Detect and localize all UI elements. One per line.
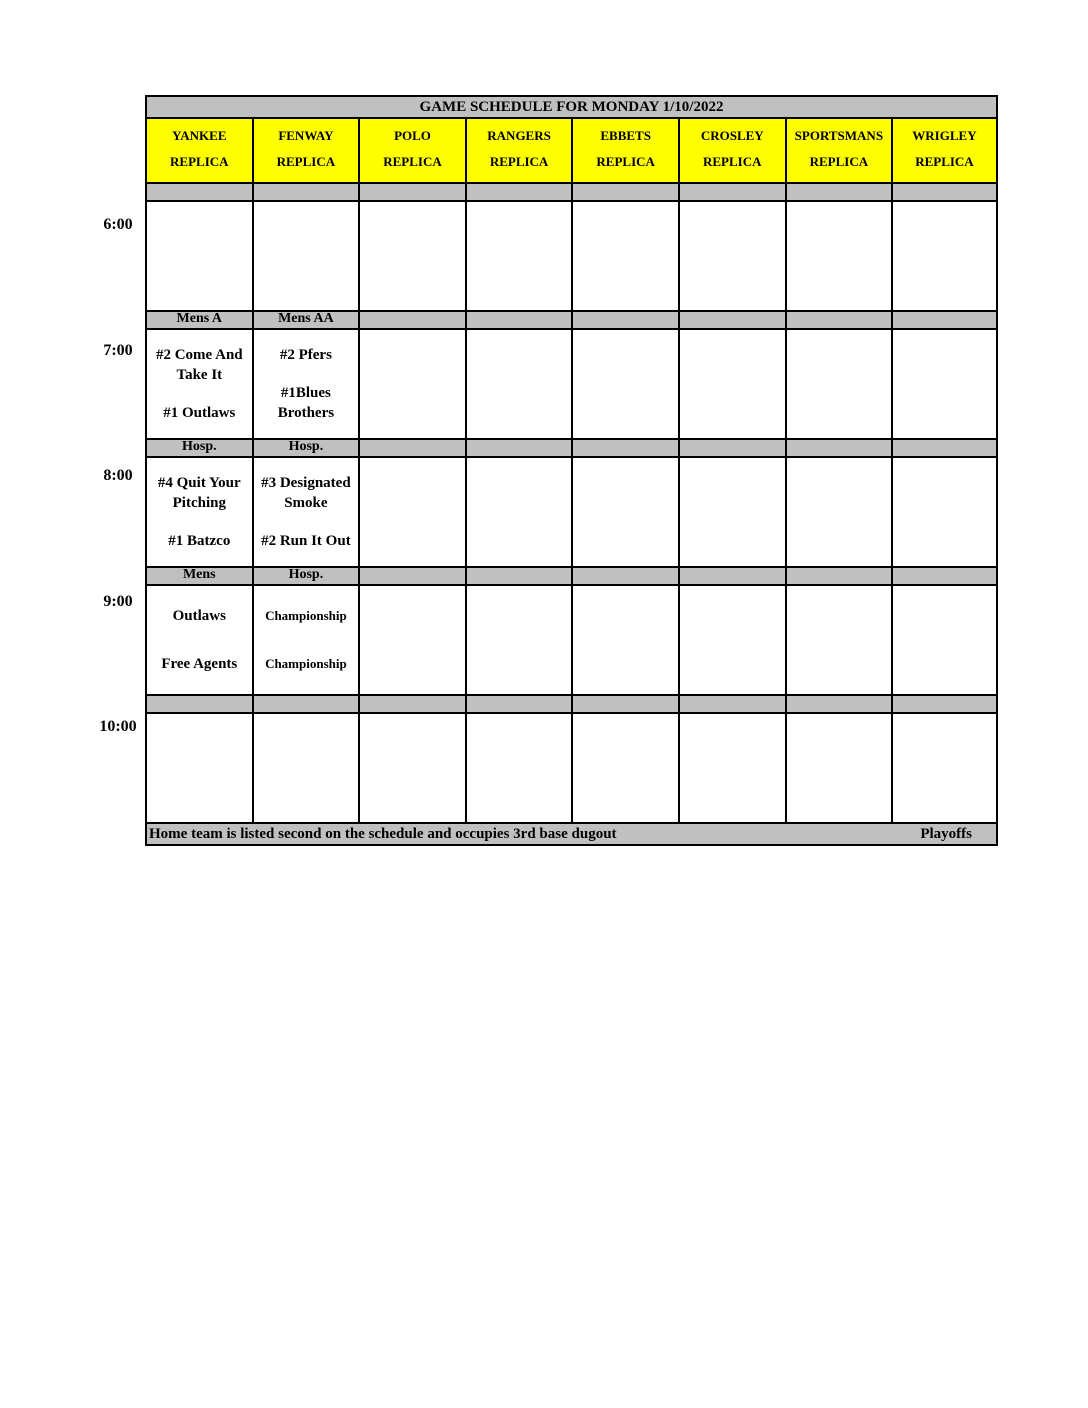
division-cell bbox=[358, 568, 465, 584]
division-label: Hosp. bbox=[252, 440, 359, 456]
division-cell bbox=[891, 440, 998, 456]
game-cell bbox=[358, 458, 465, 566]
game-cell bbox=[785, 714, 892, 822]
division-cell bbox=[678, 696, 785, 712]
home-team: Free Agents bbox=[161, 656, 238, 672]
game-cell bbox=[571, 458, 678, 566]
division-cell bbox=[785, 696, 892, 712]
game-cell bbox=[358, 714, 465, 822]
division-bar bbox=[145, 182, 998, 200]
game-cell bbox=[678, 714, 785, 822]
division-label: Mens AA bbox=[252, 312, 359, 328]
field-header-rangers bbox=[465, 119, 572, 182]
game-cell bbox=[678, 330, 785, 438]
division-cell bbox=[465, 184, 572, 200]
away-team: #4 Quit Your Pitching bbox=[157, 475, 241, 511]
game-cell bbox=[465, 714, 572, 822]
away-team: Outlaws bbox=[172, 608, 226, 624]
game-cell bbox=[252, 202, 359, 310]
game-cell bbox=[465, 202, 572, 310]
field-sub: REPLICA bbox=[276, 153, 336, 169]
game-cell bbox=[252, 330, 359, 438]
footer-bar bbox=[145, 822, 998, 846]
division-cell bbox=[465, 312, 572, 328]
field-sub: REPLICA bbox=[915, 153, 974, 169]
game-cell bbox=[678, 458, 785, 566]
division-label: Hosp. bbox=[252, 568, 359, 584]
game-cell bbox=[891, 458, 998, 566]
schedule-table bbox=[145, 95, 998, 846]
field-header-ebbets bbox=[571, 119, 678, 182]
home-team: #2 Run It Out bbox=[261, 533, 351, 549]
time-label: 10:00 bbox=[99, 718, 137, 735]
field-sub: REPLICA bbox=[809, 153, 869, 169]
away-team: #2 Come And Take It bbox=[155, 347, 243, 383]
division-cell bbox=[678, 568, 785, 584]
field-sub: REPLICA bbox=[489, 153, 549, 169]
division-cell bbox=[465, 568, 572, 584]
home-team: #1Blues Brothers bbox=[277, 385, 335, 421]
division-cell bbox=[358, 696, 465, 712]
field-header-crosley bbox=[678, 119, 785, 182]
slot-7 bbox=[145, 328, 998, 438]
game-cell bbox=[571, 330, 678, 438]
division-cell bbox=[891, 696, 998, 712]
field-sub: REPLICA bbox=[596, 153, 655, 169]
home-team: #1 Batzco bbox=[168, 533, 231, 549]
field-name: YANKEE bbox=[172, 127, 227, 143]
division-cell bbox=[571, 184, 678, 200]
time-label: 9:00 bbox=[103, 593, 133, 610]
game-cell bbox=[358, 586, 465, 694]
division-cell bbox=[891, 184, 998, 200]
slot-9 bbox=[145, 584, 998, 694]
field-header-yankee bbox=[145, 119, 252, 182]
game-cell bbox=[252, 586, 359, 694]
division-cell bbox=[678, 184, 785, 200]
division-label: Hosp. bbox=[145, 440, 252, 456]
division-cell bbox=[252, 184, 359, 200]
division-bar bbox=[145, 694, 998, 712]
game-cell bbox=[571, 586, 678, 694]
field-sub: REPLICA bbox=[383, 153, 442, 169]
division-bar bbox=[145, 438, 998, 456]
field-name: WRIGLEY bbox=[912, 127, 977, 143]
away-team: #3 Designated Smoke bbox=[261, 475, 351, 511]
division-label: Mens A bbox=[145, 312, 252, 328]
game-cell bbox=[571, 202, 678, 310]
game-cell bbox=[785, 202, 892, 310]
division-cell bbox=[465, 696, 572, 712]
home-team: #1 Outlaws bbox=[163, 405, 236, 421]
game-cell bbox=[145, 586, 252, 694]
field-sub: REPLICA bbox=[703, 153, 762, 169]
division-cell bbox=[785, 312, 892, 328]
field-header-row bbox=[145, 119, 998, 182]
game-cell bbox=[252, 714, 359, 822]
division-cell bbox=[891, 568, 998, 584]
field-header-fenway bbox=[252, 119, 359, 182]
home-team: Championship bbox=[265, 656, 347, 671]
game-cell bbox=[145, 458, 252, 566]
field-name: CROSLEY bbox=[700, 127, 764, 143]
game-cell bbox=[785, 458, 892, 566]
field-header-polo bbox=[358, 119, 465, 182]
division-cell bbox=[571, 312, 678, 328]
game-cell bbox=[891, 586, 998, 694]
time-label: 7:00 bbox=[103, 342, 133, 359]
division-cell bbox=[252, 696, 359, 712]
division-cell bbox=[891, 312, 998, 328]
division-bar bbox=[145, 310, 998, 328]
field-header-sportsmans bbox=[785, 119, 892, 182]
division-cell bbox=[465, 440, 572, 456]
division-cell bbox=[145, 696, 252, 712]
division-cell bbox=[145, 184, 252, 200]
field-name: EBBETS bbox=[600, 127, 651, 143]
game-cell bbox=[145, 202, 252, 310]
time-label: 8:00 bbox=[103, 467, 133, 484]
game-cell bbox=[252, 458, 359, 566]
game-cell bbox=[571, 714, 678, 822]
game-cell bbox=[891, 714, 998, 822]
footer-label: Playoffs bbox=[920, 825, 972, 842]
game-cell bbox=[465, 586, 572, 694]
slot-8 bbox=[145, 456, 998, 566]
game-cell bbox=[145, 714, 252, 822]
field-header-wrigley bbox=[891, 119, 998, 182]
field-sub: REPLICA bbox=[170, 153, 229, 169]
division-bar bbox=[145, 566, 998, 584]
field-name: FENWAY bbox=[278, 127, 334, 143]
field-name: RANGERS bbox=[487, 127, 551, 143]
game-cell bbox=[358, 330, 465, 438]
game-cell bbox=[785, 586, 892, 694]
footer-note: Home team is listed second on the schedule and occupies 3rd base dugout bbox=[149, 825, 617, 842]
division-cell bbox=[785, 440, 892, 456]
division-label: Mens bbox=[145, 568, 252, 584]
field-name: SPORTSMANS bbox=[794, 127, 884, 143]
time-label: 6:00 bbox=[103, 216, 133, 233]
division-cell bbox=[358, 312, 465, 328]
slot-10 bbox=[145, 712, 998, 822]
game-cell bbox=[891, 202, 998, 310]
game-cell bbox=[678, 586, 785, 694]
away-team: #2 Pfers bbox=[279, 347, 332, 363]
field-name: POLO bbox=[394, 127, 431, 143]
game-cell bbox=[891, 330, 998, 438]
game-cell bbox=[145, 330, 252, 438]
division-cell bbox=[678, 440, 785, 456]
slot-6 bbox=[145, 200, 998, 310]
game-cell bbox=[678, 202, 785, 310]
schedule-title: GAME SCHEDULE FOR MONDAY 1/10/2022 bbox=[145, 95, 998, 119]
division-cell bbox=[358, 440, 465, 456]
game-cell bbox=[358, 202, 465, 310]
game-cell bbox=[465, 330, 572, 438]
division-cell bbox=[571, 440, 678, 456]
division-cell bbox=[571, 568, 678, 584]
division-cell bbox=[571, 696, 678, 712]
division-cell bbox=[785, 184, 892, 200]
away-team: Championship bbox=[265, 608, 347, 623]
division-cell bbox=[785, 568, 892, 584]
game-cell bbox=[465, 458, 572, 566]
division-cell bbox=[358, 184, 465, 200]
division-cell bbox=[678, 312, 785, 328]
game-cell bbox=[785, 330, 892, 438]
